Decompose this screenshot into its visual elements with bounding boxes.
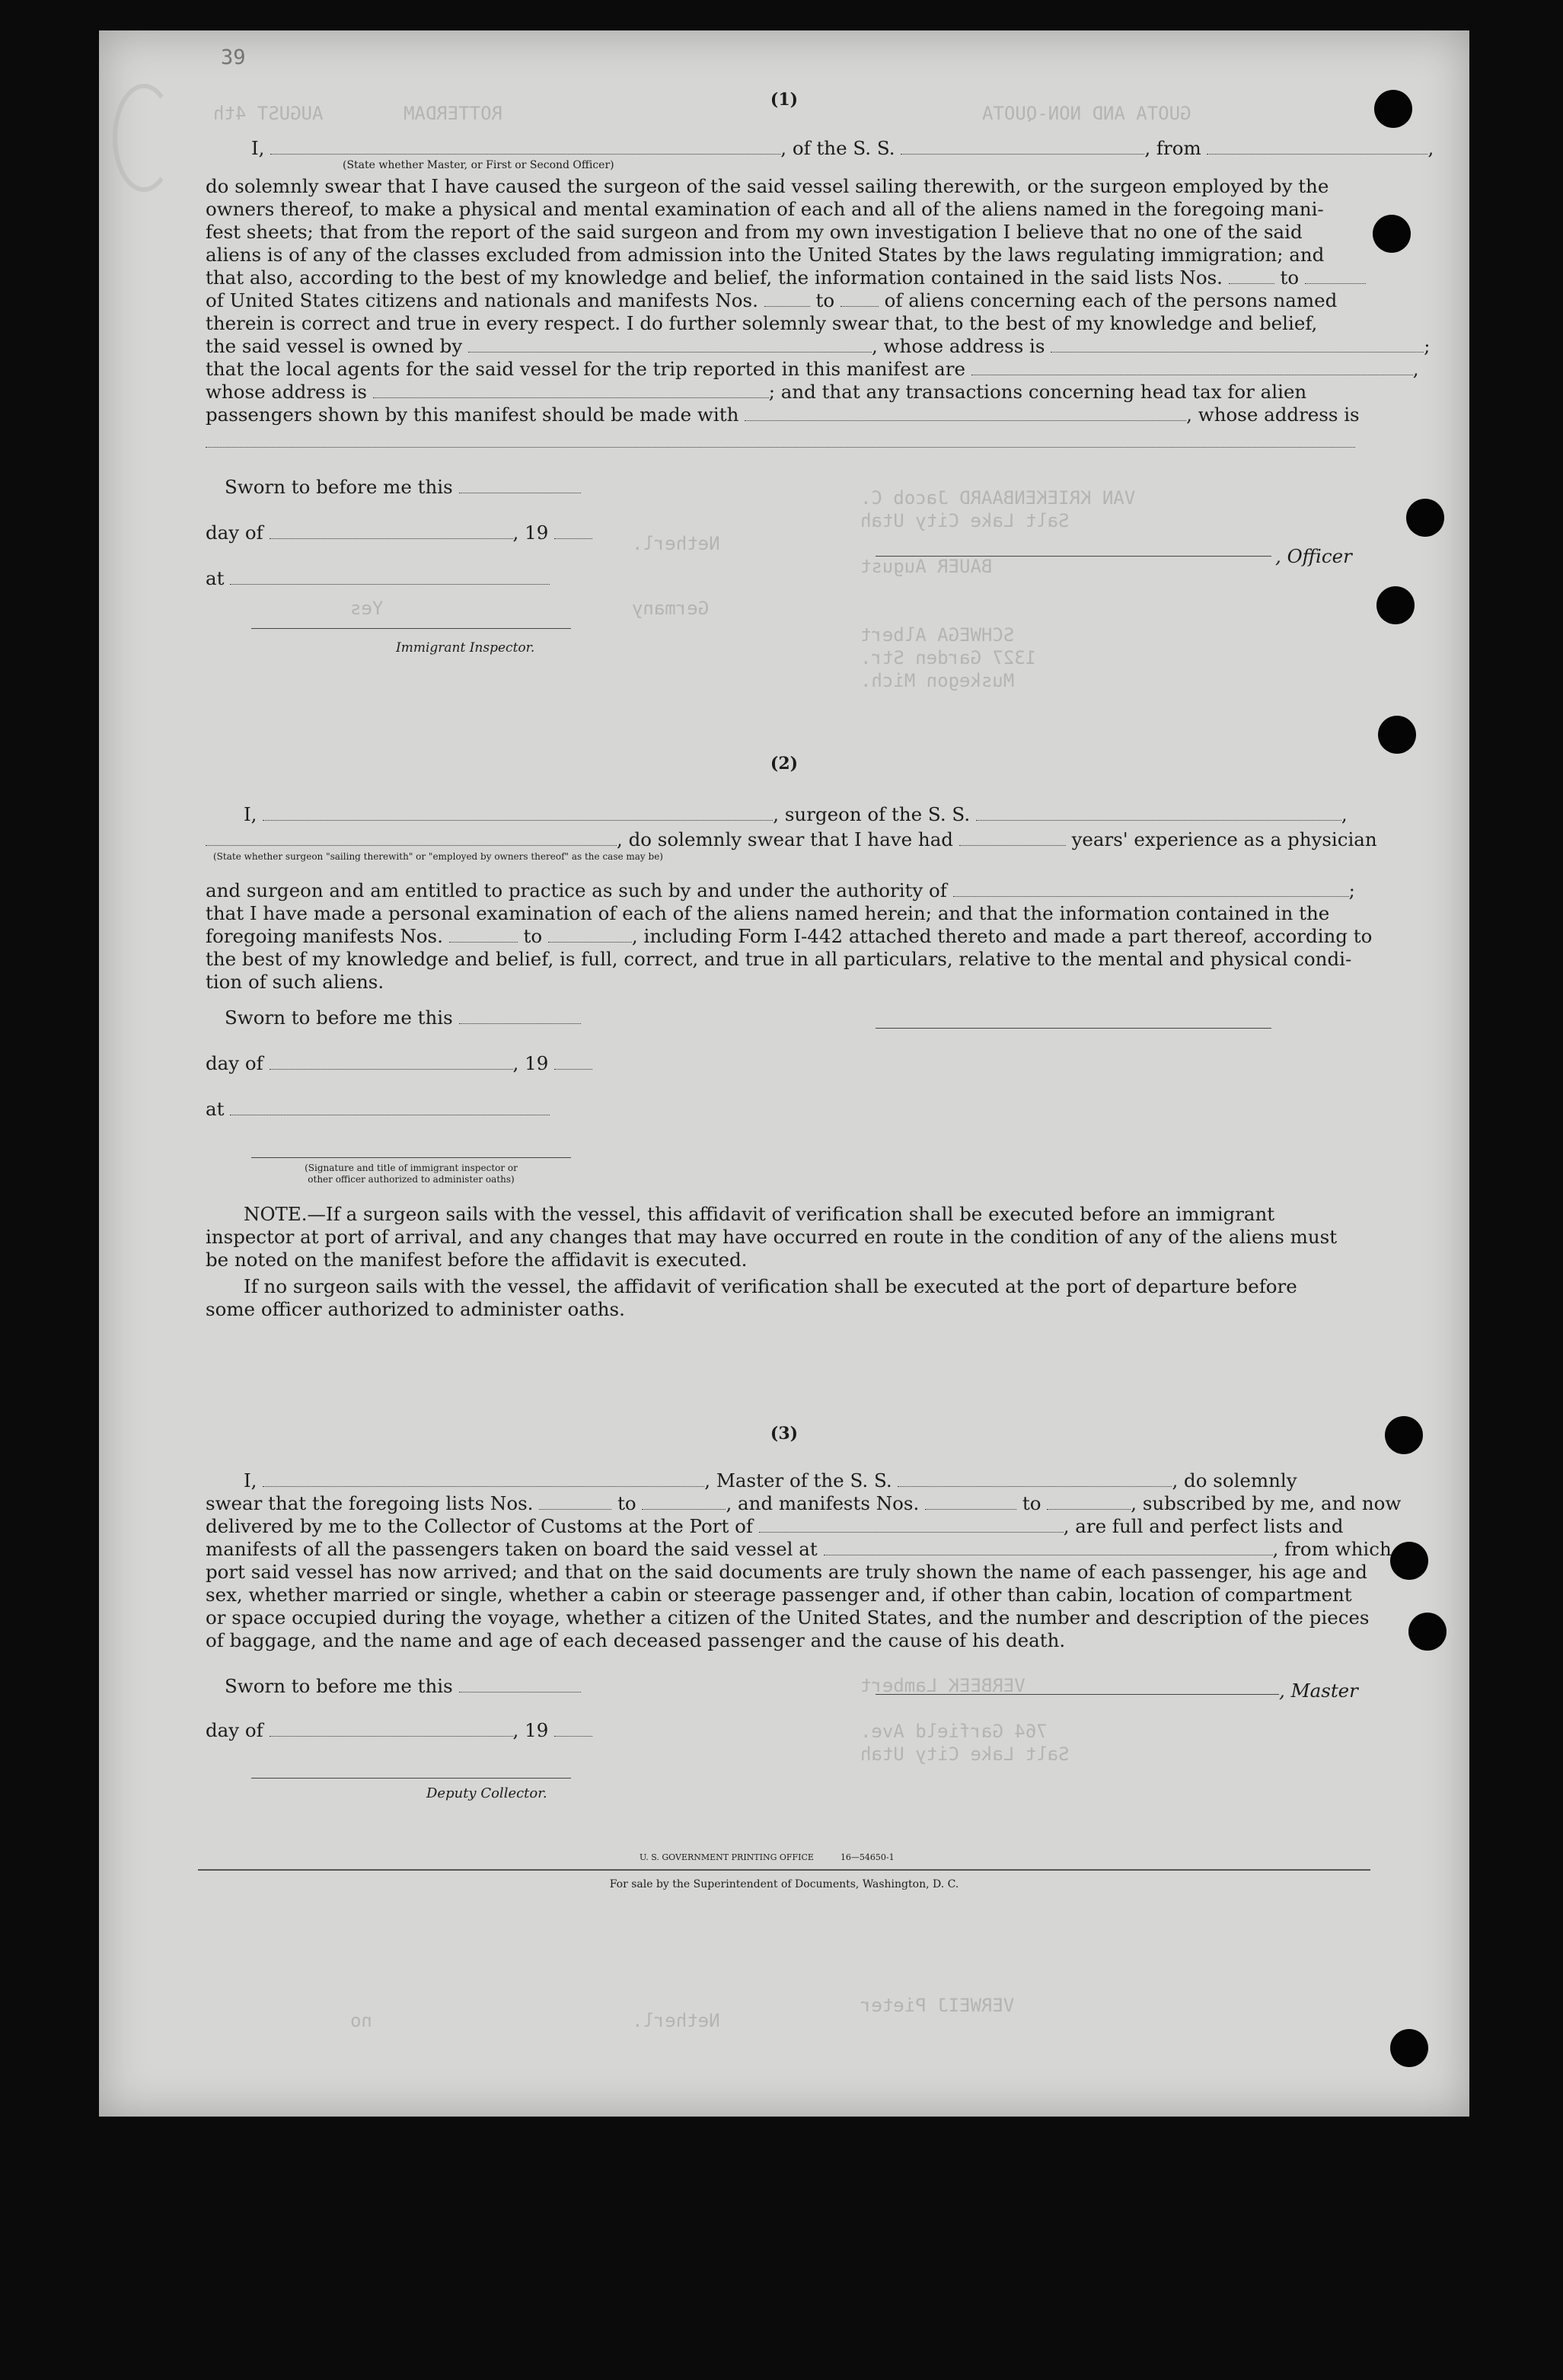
section-2-line-2: , do solemnly swear that I have had years' experience as a physician bbox=[206, 828, 1377, 851]
year-field[interactable] bbox=[554, 1722, 592, 1737]
oath-text: or space occupied during the voyage, whether a citizen of the United States, and the number and description of the pieces bbox=[206, 1606, 1370, 1629]
bleed-through-text: Netherl. bbox=[632, 533, 720, 554]
officer-name-field[interactable] bbox=[270, 140, 780, 155]
master-lists-to-field[interactable] bbox=[642, 1495, 726, 1510]
master-signature-line[interactable] bbox=[876, 1694, 1279, 1695]
from-port-field[interactable] bbox=[1207, 140, 1427, 155]
bleed-through-text: SCHWEGA Albert bbox=[860, 624, 1015, 646]
sworn-line: Sworn to before me this bbox=[225, 476, 581, 499]
oath-text: whose address is ; and that any transactions concerning head tax for alien bbox=[206, 381, 1307, 403]
sworn-date-field[interactable] bbox=[459, 479, 581, 493]
master-lists-from-field[interactable] bbox=[539, 1495, 611, 1510]
year-field[interactable] bbox=[554, 1055, 592, 1070]
day-of-line: day of , 19 bbox=[206, 522, 592, 544]
bleed-through-text: ROTTERDAM bbox=[404, 103, 503, 124]
embarkation-port-field[interactable] bbox=[824, 1541, 1273, 1555]
surgeon-signature-line[interactable] bbox=[876, 1028, 1271, 1029]
inspector-label: Immigrant Inspector. bbox=[396, 640, 535, 656]
oath-text: aliens is of any of the classes excluded from admission into the United States by the laws regulating immigration; and bbox=[206, 244, 1325, 266]
binder-hole bbox=[1385, 1416, 1423, 1454]
note-text: be noted on the manifest before the affidavit is executed. bbox=[206, 1249, 748, 1271]
bleed-through-text: VERBEEK Lambert bbox=[860, 1675, 1026, 1696]
oath-text: that I have made a personal examination of each of the aliens named herein; and that the information contained in the bbox=[206, 902, 1330, 924]
surgeon-status-note: (State whether surgeon "sailing therewith" or "employed by owners thereof" as the case may be) bbox=[213, 851, 663, 862]
collector-signature-line[interactable] bbox=[251, 1778, 571, 1779]
footer-rule bbox=[198, 1869, 1370, 1871]
oath-text: passengers shown by this manifest should be made with , whose address is bbox=[206, 404, 1360, 426]
surgeon-name-field[interactable] bbox=[263, 806, 773, 821]
bleed-through-text: Salt Lake City Utah bbox=[860, 1744, 1070, 1765]
day-of-line: day of , 19 bbox=[206, 1719, 592, 1742]
owner-address-field[interactable] bbox=[1051, 338, 1424, 353]
binder-hole bbox=[1378, 716, 1416, 754]
bleed-through-text: VAN KRIEKENBAARD Jacob C. bbox=[860, 487, 1136, 509]
oath-text: sex, whether married or single, whether a cabin or steerage passenger and, if other than cabin, location of compartment bbox=[206, 1584, 1352, 1606]
oath-text: therein is correct and true in every respect. I do further solemnly swear that, to the best of my knowledge and belief, bbox=[206, 312, 1318, 334]
day-of-line: day of , 19 bbox=[206, 1052, 592, 1075]
oath-text: of baggage, and the name and age of each deceased passenger and the cause of his death. bbox=[206, 1629, 1066, 1651]
oath-text: the said vessel is owned by , whose address is ; bbox=[206, 335, 1431, 357]
oath-text: tion of such aliens. bbox=[206, 971, 384, 993]
bleed-through-text: 1327 Garden Str. bbox=[860, 647, 1037, 668]
oath-text: the best of my knowledge and belief, is full, correct, and true in all particulars, relative to the mental and physical condi- bbox=[206, 948, 1352, 970]
sworn-line: Sworn to before me this bbox=[225, 1007, 581, 1029]
oath-text: fest sheets; that from the report of the said surgeon and from my own investigation I believe that no one of the said bbox=[206, 221, 1303, 243]
section-2-line-1: I, , surgeon of the S. S. , bbox=[244, 803, 1348, 825]
signature-note: (Signature and title of immigrant inspector or other officer authorized to administer oaths) bbox=[305, 1163, 518, 1185]
binder-hole bbox=[1408, 1613, 1447, 1651]
sale-notice: For sale by the Superintendent of Documents, Washington, D. C. bbox=[609, 1878, 959, 1890]
agents-address-field[interactable] bbox=[373, 384, 769, 398]
binder-hole bbox=[1373, 215, 1411, 253]
section-3-number: (3) bbox=[770, 1424, 799, 1444]
note-text: If no surgeon sails with the vessel, the affidavit of verification shall be executed at the port of departure before bbox=[244, 1275, 1297, 1297]
master-manifests-to-field[interactable] bbox=[1047, 1495, 1131, 1510]
bleed-through-text: Salt Lake City Utah bbox=[860, 510, 1070, 531]
address-continuation-line[interactable] bbox=[206, 447, 1355, 448]
vessel-owner-field[interactable] bbox=[468, 338, 872, 353]
manifest-page bbox=[99, 30, 1469, 2117]
bleed-through-text: Muskegon Mich. bbox=[860, 670, 1015, 691]
surgeon-manifests-from-field[interactable] bbox=[449, 928, 518, 943]
master-label: , Master bbox=[1279, 1680, 1358, 1702]
month-field[interactable] bbox=[270, 525, 513, 539]
master-manifests-from-field[interactable] bbox=[925, 1495, 1016, 1510]
oath-text: that the local agents for the said vessel for the trip reported in this manifest are , bbox=[206, 358, 1419, 380]
inspector-signature-line[interactable] bbox=[251, 628, 571, 629]
vessel-name-field[interactable] bbox=[901, 140, 1144, 155]
section-3-line-4: manifests of all the passengers taken on board the said vessel at , from which bbox=[206, 1538, 1392, 1560]
officer-signature-line[interactable] bbox=[876, 556, 1271, 557]
sworn-date-field[interactable] bbox=[459, 1678, 581, 1692]
practice-authority-field[interactable] bbox=[953, 882, 1349, 897]
section-3-line-3: delivered by me to the Collector of Customs at the Port of , are full and perfect lists and bbox=[206, 1515, 1344, 1537]
collector-label: Deputy Collector. bbox=[426, 1785, 547, 1801]
master-vessel-field[interactable] bbox=[898, 1472, 1172, 1487]
head-tax-contact-field[interactable] bbox=[745, 407, 1186, 421]
place-field[interactable] bbox=[230, 570, 550, 585]
surgeon-vessel-field[interactable] bbox=[976, 806, 1341, 821]
section-3-line-1: I, , Master of the S. S. , do solemnly bbox=[244, 1469, 1297, 1491]
note-text: NOTE.—If a surgeon sails with the vessel, this affidavit of verification shall be executed before an immigrant bbox=[244, 1203, 1275, 1225]
note-text: inspector at port of arrival, and any changes that may have occurred en route in the condition of any of the aliens must bbox=[206, 1226, 1338, 1248]
section-2-number: (2) bbox=[770, 754, 799, 774]
lists-from-field[interactable] bbox=[1229, 270, 1274, 284]
manifests-from-field[interactable] bbox=[764, 292, 810, 307]
port-of-field[interactable] bbox=[759, 1518, 1064, 1533]
binder-hole bbox=[1390, 1542, 1428, 1580]
oath-text: and surgeon and am entitled to practice as such by and under the authority of ; bbox=[206, 879, 1355, 901]
master-name-field[interactable] bbox=[263, 1472, 704, 1487]
month-field[interactable] bbox=[270, 1055, 513, 1070]
bleed-through-text: Netherl. bbox=[632, 2010, 720, 2031]
lists-to-field[interactable] bbox=[1305, 270, 1366, 284]
oath-text: of United States citizens and nationals and manifests Nos. to of aliens concerning each of the persons named bbox=[206, 289, 1338, 311]
oath-text: that also, according to the best of my knowledge and belief, the information contained in the said lists Nos. to bbox=[206, 266, 1366, 289]
sworn-date-field[interactable] bbox=[459, 1010, 581, 1024]
years-experience-field[interactable] bbox=[959, 831, 1066, 846]
bleed-through-text: 764 Garfield Ave. bbox=[860, 1721, 1048, 1742]
bleed-through-text: BAUER August bbox=[860, 556, 993, 577]
bleed-through-text: no bbox=[350, 2010, 372, 2031]
bleed-through-text: Germany bbox=[632, 598, 710, 619]
note-text: some officer authorized to administer oaths. bbox=[206, 1298, 625, 1320]
page-number: 39 bbox=[221, 46, 246, 69]
year-field[interactable] bbox=[554, 525, 592, 539]
binder-hole bbox=[1376, 586, 1415, 624]
place-field[interactable] bbox=[230, 1101, 550, 1115]
section-3-line-2: swear that the foregoing lists Nos. to , and manifests Nos. to , subscribed by me, and now bbox=[206, 1492, 1402, 1514]
surgeon-manifests-to-field[interactable] bbox=[548, 928, 632, 943]
officer-role-note: (State whether Master, or First or Second Officer) bbox=[343, 159, 614, 171]
binder-hole bbox=[1374, 90, 1412, 128]
manifests-to-field[interactable] bbox=[841, 292, 879, 307]
month-field[interactable] bbox=[270, 1722, 513, 1737]
binder-hole bbox=[1406, 499, 1444, 537]
section-1-number: (1) bbox=[770, 90, 799, 110]
officer-label: , Officer bbox=[1275, 545, 1352, 567]
official-signature-line[interactable] bbox=[251, 1157, 571, 1158]
binder-hole bbox=[1390, 2029, 1428, 2067]
oath-text: do solemnly swear that I have caused the surgeon of the said vessel sailing therewith, or the surgeon employed by the bbox=[206, 175, 1329, 197]
bleed-through-text: AUGUST 4th bbox=[213, 103, 324, 124]
oath-text: foregoing manifests Nos. to , including Form I-442 attached thereto and made a part thereof, according to bbox=[206, 925, 1373, 947]
local-agents-field[interactable] bbox=[971, 361, 1413, 375]
bleed-through-text: VERWEIJ Pieter bbox=[860, 1995, 1015, 2016]
surgeon-status-field[interactable] bbox=[206, 831, 617, 846]
bleed-through-text: Yes bbox=[350, 598, 384, 619]
at-line: at bbox=[206, 1098, 550, 1121]
section-1-line-1: I, , of the S. S. , from , bbox=[251, 137, 1434, 159]
bleed-through-text: GUOTA AND NON-QUOTA bbox=[982, 103, 1191, 124]
oath-text: owners thereof, to make a physical and mental examination of each and all of the aliens named in the foregoing mani- bbox=[206, 198, 1324, 220]
at-line: at bbox=[206, 567, 550, 590]
sworn-line: Sworn to before me this bbox=[225, 1675, 581, 1698]
gpo-imprint: U. S. GOVERNMENT PRINTING OFFICE 16—54650-1 bbox=[640, 1852, 895, 1862]
oath-text: port said vessel has now arrived; and that on the said documents are truly shown the name of each passenger, his age and bbox=[206, 1561, 1367, 1583]
